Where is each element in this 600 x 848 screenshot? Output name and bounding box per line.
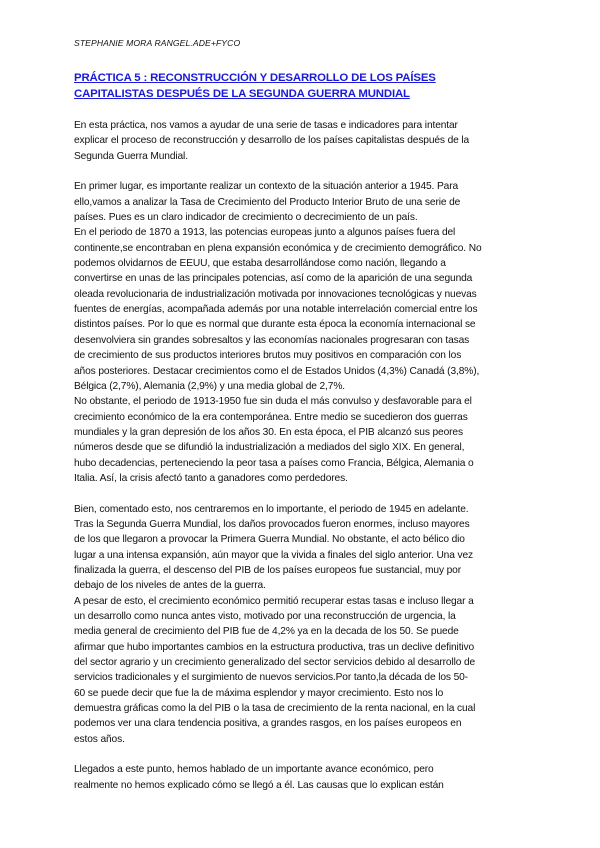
text-line: media general de crecimiento del PIB fue de 4,2% ya en la decada de los 50. Se puede <box>74 626 459 638</box>
text-line: hubo decadencias, perteneciendo la peor tasa a países como Francia, Bélgica, Alemania o <box>74 457 474 469</box>
text-line: En esta práctica, nos vamos a ayudar de una serie de tasas e indicadores para intentar <box>74 120 458 131</box>
text-line: podemos ver una clara tendencia positiva, a grandes rasgos, en los países europeos en <box>74 718 462 730</box>
text-line: lugar a una intensa expansión, aún mayor que la vivida a finales del siglo anterior. Una vez <box>74 549 473 561</box>
author-header: STEPHANIE MORA RANGEL.ADE+FYCO <box>74 38 241 48</box>
text-line: En primer lugar, es importante realizar un contexto de la situación anterior a 1945. Para <box>74 181 459 193</box>
text-line: Llegados a este punto, hemos hablado de un importante avance económico, pero <box>74 764 434 776</box>
text-line: mundiales y la gran depresión de los años 30. En esta época, el PIB alcanzó sus peores <box>74 426 463 438</box>
text-line: ello,vamos a analizar la Tasa de Crecimiento del Producto Interior Bruto de una serie de <box>74 196 461 208</box>
text-line: años posteriores. Destacar crecimientos como el de Estados Unidos (4,3%) Canadá (3,8%), <box>74 365 480 377</box>
text-line: de crecimiento de sus productos interiores brutos muy positivos en comparación con los <box>74 350 462 362</box>
paragraph-post-1945 <box>74 502 528 594</box>
text-line: números desde que se difundió la industrialización a mediados del siglo XIX. En general, <box>74 442 465 454</box>
text-line: países. Pues es un claro indicador de crecimiento o decrecimiento de un país. <box>74 212 418 224</box>
text-line: crecimiento económico de la era contemporánea. Entre medio se sucedieron dos guerras <box>74 411 468 423</box>
paragraph-context <box>74 179 528 225</box>
text-line: Tras la Segunda Guerra Mundial, los daños provocados fueron enormes, incluso mayores <box>74 518 470 530</box>
text-line: desenvolviera sin grandes sobresaltos y las economías nacionales progresaran con tasas <box>74 334 470 346</box>
text-line: convertirse en unas de las principales potencias, así como de la aparición de una segunda <box>74 273 473 285</box>
page-title <box>74 70 534 102</box>
text-line: oleada revolucionaria de industrialización motivada por innovaciones tecnológicas y nuevas <box>74 288 477 300</box>
text-line: realmente no hemos explicado cómo se llegó a él. Las causas que lo explican están <box>74 779 444 791</box>
text-line: podemos olvidarnos de EEUU, que estaba desarrollándose como nación, llegando a <box>74 258 446 270</box>
text-line: estos años. <box>74 733 125 745</box>
paragraph-causes <box>74 762 528 793</box>
title-line: PRÁCTICA 5 : RECONSTRUCCIÓN Y DESARROLLO DE LOS PAÍSES <box>74 72 436 84</box>
text-line: fuentes de energías, acompañada además por una notable interrelación comercial entre los <box>74 304 478 316</box>
text-line: de los que llegaron a provocar la Primera Guerra Mundial. No obstante, el acto bélico dio <box>74 534 465 546</box>
text-line: En el periodo de 1870 a 1913, las potencias europeas junto a algunos países fuera del <box>74 227 456 239</box>
text-line: Italia. Así, la crisis afectó tanto a ganadores como perdedores. <box>74 472 348 484</box>
text-line: distintos países. Por lo que es normal que durante esta época la economía internacional se <box>74 319 476 331</box>
paragraph-1913-1950 <box>74 394 528 486</box>
text-line: Bélgica (2,7%), Alemania (2,9%) y una media global de 2,7%. <box>74 380 345 392</box>
text-line: A pesar de esto, el crecimiento económico permitió recuperar estas tasas e incluso llegar a <box>74 595 474 607</box>
text-line: servicios tradicionales y el surgimiento de nuevos servicios.Por tanto,la década de los 50- <box>74 672 468 684</box>
text-line: un desarrollo como nunca antes visto, motivado por una reconstrucción de urgencia, la <box>74 611 456 622</box>
text-line: demuestra gráficas como la del PIB o la tasa de crecimiento de la renta nacional, en la cual <box>74 703 476 715</box>
paragraph-growth <box>74 594 528 747</box>
text-line: afirmar que hubo importantes cambios en la estructura productiva, tras un declive definitivo <box>74 641 475 653</box>
text-line: Segunda Guerra Mundial. <box>74 150 188 162</box>
title-line: CAPITALISTAS DESPUÉS DE LA SEGUNDA GUERRA MUNDIAL <box>74 88 410 100</box>
text-line: 60 se puede decir que fue la de máxima esplendor y mayor crecimiento. Esto nos lo <box>74 687 444 699</box>
text-line: No obstante, el periodo de 1913-1950 fue sin duda el más convulso y desfavorable para el <box>74 396 472 408</box>
document-body <box>74 118 528 793</box>
text-line: Bien, comentado esto, nos centraremos en lo importante, el periodo de 1945 en adelante. <box>74 503 469 515</box>
text-line: explicar el proceso de reconstrucción y desarrollo de los países capitalistas después de la <box>74 135 470 147</box>
text-line: finalizada la guerra, el descenso del PIB de los países europeos fue sustancial, muy por <box>74 564 461 576</box>
text-line: continente,se encontraban en plena expansión económica y de crecimiento demográfico. No <box>74 242 482 254</box>
text-line: debajo de los niveles de antes de la guerra. <box>74 580 266 592</box>
paragraph-1870-1913 <box>74 225 528 394</box>
text-line: del sector agrario y un crecimiento generalizado del sector servicios debido al desarrollo de <box>74 657 476 669</box>
paragraph-intro <box>74 118 528 164</box>
